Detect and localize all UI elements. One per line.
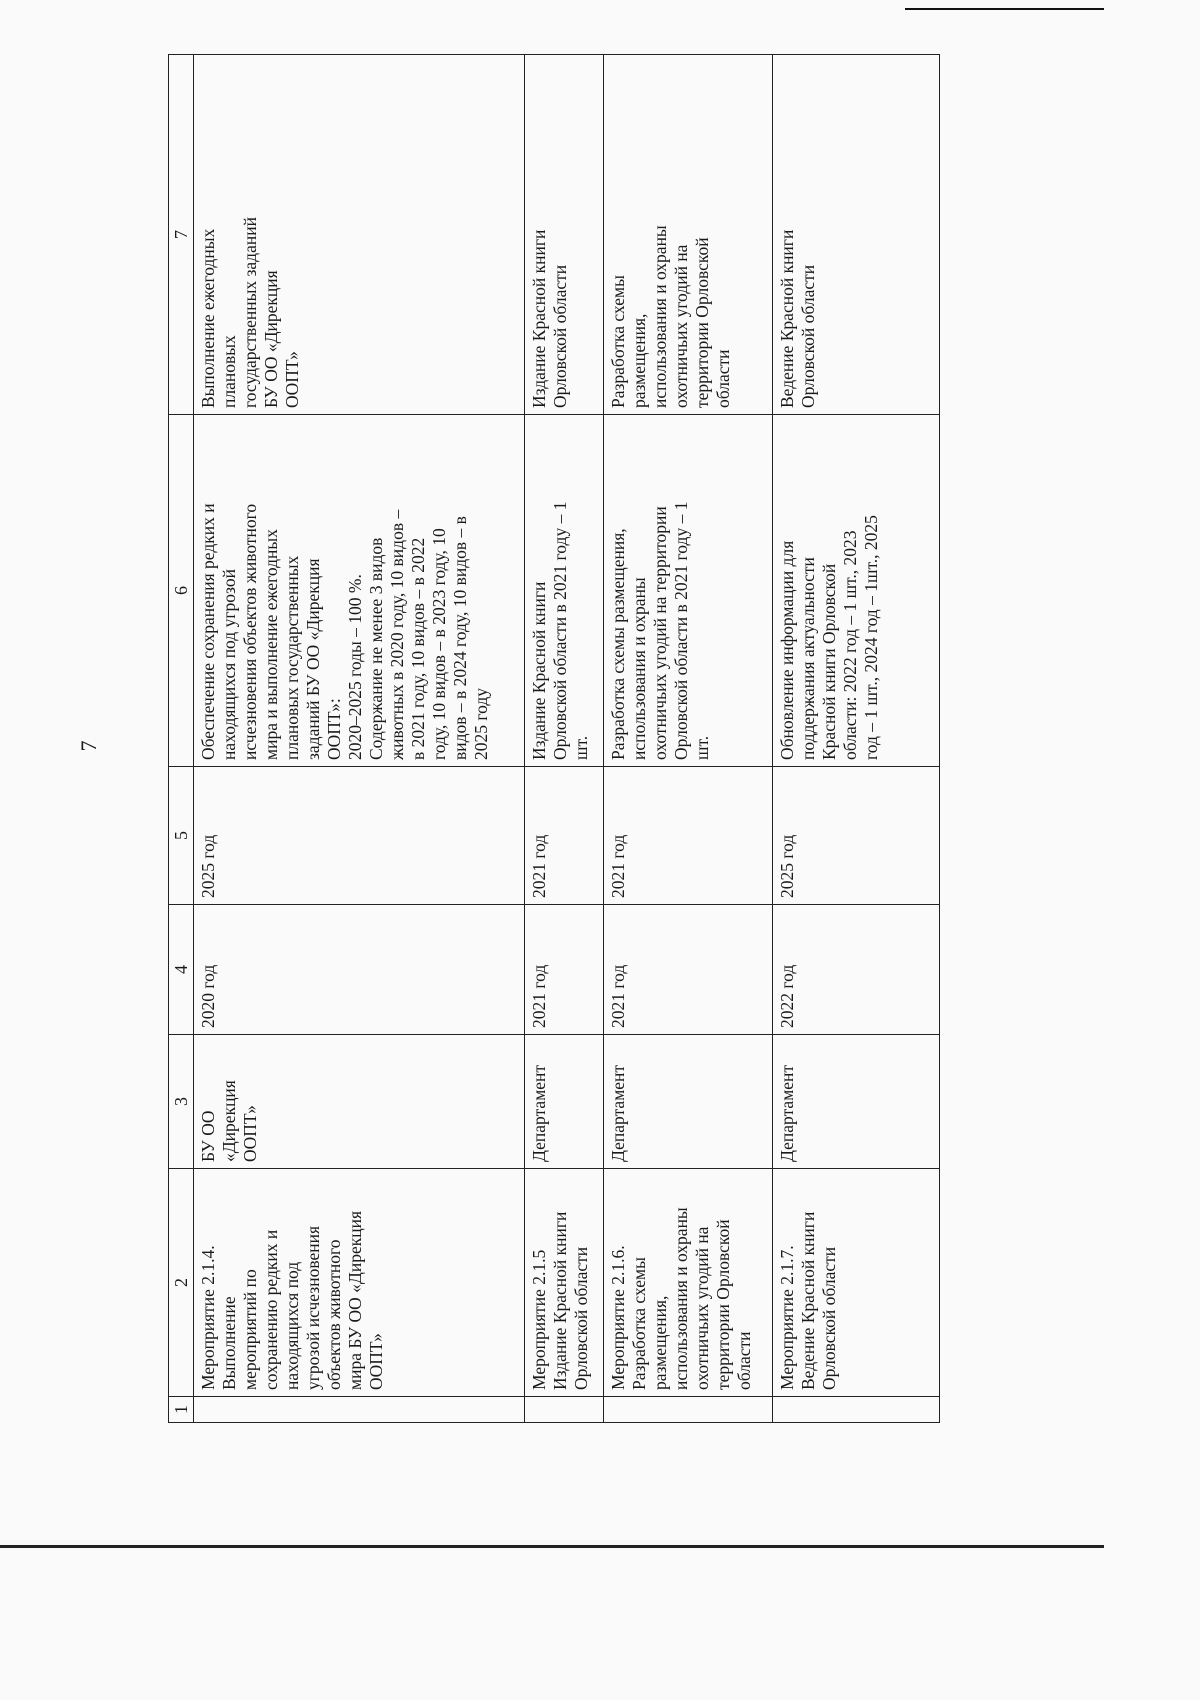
header-cell: 5 <box>169 767 194 905</box>
cell-text-line: Содержание не менее 3 видов <box>366 537 386 760</box>
cell-text-line: «Дирекция <box>219 1080 239 1162</box>
cell-text: 2020 год <box>198 964 218 1028</box>
table-cell-col7 <box>525 55 604 415</box>
cell-text: 2021 год <box>529 834 549 898</box>
table-cell-col7 <box>194 55 525 415</box>
cell-text: 2021 год <box>608 834 628 898</box>
cell-text-line: территории Орловской <box>713 1219 733 1390</box>
cell-text-line: размещения, <box>629 313 649 408</box>
table-cell-col6 <box>525 415 604 767</box>
cell-text-line: Издание Красной книги <box>529 229 549 408</box>
table-cell-col5 <box>525 767 604 905</box>
cell-text-line: Разработка схемы <box>608 275 628 408</box>
cell-text-line: области: 2022 год – 1 шт., 2023 <box>840 530 860 760</box>
cell-text-line: Ведение Красной книги <box>798 1211 818 1390</box>
cell-text-line: охотничьих угодий на <box>692 1226 712 1390</box>
cell-text-line: использования и охраны <box>671 1207 691 1390</box>
table-cell-col4 <box>525 905 604 1035</box>
cell-text: 2021 год <box>608 964 628 1028</box>
table-row <box>604 55 773 1423</box>
table-cell-col5 <box>604 767 773 905</box>
table-cell-col2 <box>773 1169 940 1397</box>
cell-text-line: находящихся под угрозой <box>219 569 239 760</box>
cell-text-line: мира БУ ОО «Дирекция <box>345 1210 365 1390</box>
table-cell-col4 <box>604 905 773 1035</box>
cell-text-line: поддержания актуальности <box>798 557 818 760</box>
page-number: 7 <box>76 740 101 752</box>
cell-text-line: Обновление информации для <box>777 540 797 760</box>
scan-edge-line-bottom <box>0 1545 1104 1548</box>
header-cell: 2 <box>169 1169 194 1397</box>
table-cell-col5 <box>194 767 525 905</box>
cell-text-line: Мероприятие 2.1.5 <box>529 1249 549 1390</box>
table-cell-col7 <box>773 55 940 415</box>
cell-text-line: Мероприятие 2.1.6. <box>608 1245 628 1390</box>
table-row <box>773 55 940 1423</box>
cell-text-line: Департамент <box>608 1064 628 1162</box>
cell-text-line: находящихся под <box>282 1261 302 1390</box>
cell-text-line: Ведение Красной книги <box>777 229 797 408</box>
cell-text-line: Департамент <box>777 1064 797 1162</box>
header-cell: 6 <box>169 415 194 767</box>
table-cell-col2 <box>194 1169 525 1397</box>
cell-text-line: исчезновения объектов животного <box>240 503 260 760</box>
header-cell: 4 <box>169 905 194 1035</box>
rotated-table-container <box>168 55 908 1423</box>
cell-text: 2022 год <box>777 964 797 1028</box>
table-cell-col2 <box>604 1169 773 1397</box>
cell-text-line: использования и охраны <box>629 577 649 760</box>
cell-text-line: сохранению редких и <box>261 1229 281 1390</box>
cell-text-line: БУ ОО <box>198 1110 218 1162</box>
cell-text-line: БУ ОО «Дирекция <box>261 270 281 408</box>
cell-text-line: Издание Красной книги <box>529 581 549 760</box>
cell-text-line: территории Орловской <box>692 237 712 408</box>
table-cell-col6 <box>604 415 773 767</box>
cell-text-line: мероприятий по <box>240 1269 260 1390</box>
header-cell: 7 <box>169 55 194 415</box>
table-cell-col7 <box>604 55 773 415</box>
cell-text-line: использования и охраны <box>650 225 670 408</box>
table-cell-col3 <box>194 1035 525 1169</box>
table-cell-col3 <box>604 1035 773 1169</box>
table-cell-col1 <box>194 1397 525 1423</box>
table-cell-col1 <box>604 1397 773 1423</box>
cell-text-line: Красной книги Орловской <box>819 563 839 760</box>
cell-text-line: Разработка схемы размещения, <box>608 528 628 760</box>
cell-text-line: Департамент <box>529 1064 549 1162</box>
cell-text-line: размещения, <box>650 1295 670 1390</box>
table-cell-col1 <box>525 1397 604 1423</box>
cell-text-line: 2025 году <box>471 687 491 760</box>
cell-text-line: плановых государственных <box>282 555 302 760</box>
cell-text-line: угрозой исчезновения <box>303 1225 323 1390</box>
cell-text-line: охотничьих угодий на <box>671 244 691 408</box>
header-cell: 1 <box>169 1397 194 1423</box>
cell-text-line: Орловской области в 2021 году – 1 <box>671 501 691 760</box>
cell-text-line: заданий БУ ОО «Дирекция <box>303 558 323 760</box>
cell-text-line: области <box>734 1331 754 1390</box>
table-cell-col2 <box>525 1169 604 1397</box>
cell-text-line: Разработка схемы <box>629 1257 649 1390</box>
cell-text-line: году, 10 видов – в 2023 году, 10 <box>429 528 449 760</box>
cell-text: 2021 год <box>529 964 549 1028</box>
cell-text-line: мира и выполнение ежегодных <box>261 529 281 760</box>
cell-text-line: Издание Красной книги <box>550 1211 570 1390</box>
table-cell-col4 <box>194 905 525 1035</box>
cell-text-line: животных в 2020 году, 10 видов – <box>387 509 407 760</box>
table-cell-col3 <box>525 1035 604 1169</box>
cell-text-line: Орловской области <box>798 264 818 408</box>
cell-text-line: год – 1 шт., 2024 год – 1шт., 2025 <box>861 515 881 760</box>
cell-text-line: ООПТ» <box>366 1333 386 1390</box>
table-row <box>194 55 525 1423</box>
table-cell-col1 <box>773 1397 940 1423</box>
cell-text-line: ООПТ» <box>282 351 302 408</box>
scan-edge-line-top <box>905 8 1104 10</box>
table-cell-col5 <box>773 767 940 905</box>
cell-text-line: Выполнение ежегодных <box>198 228 218 408</box>
cell-text-line: в 2021 году, 10 видов – в 2022 <box>408 537 428 760</box>
cell-text-line: Орловской области в 2021 году – 1 <box>550 501 570 760</box>
cell-text: 2025 год <box>198 834 218 898</box>
cell-text-line: шт. <box>571 735 591 760</box>
table-cell-col3 <box>773 1035 940 1169</box>
cell-text-line: Орловской области <box>571 1246 591 1390</box>
cell-text-line: области <box>713 349 733 408</box>
table-header-row <box>169 55 194 1423</box>
cell-text-line: охотничьих угодий на территории <box>650 506 670 760</box>
table-cell-col6 <box>773 415 940 767</box>
table-row <box>525 55 604 1423</box>
cell-text-line: ООПТ»: <box>324 698 344 760</box>
cell-text-line: Мероприятие 2.1.4. <box>198 1245 218 1390</box>
cell-text-line: Орловской области <box>550 264 570 408</box>
cell-text-line: плановых <box>219 335 239 408</box>
cell-text-line: Выполнение <box>219 1296 239 1390</box>
header-cell: 3 <box>169 1035 194 1169</box>
cell-text: 2025 год <box>777 834 797 898</box>
cell-text-line: ООПТ» <box>240 1105 260 1162</box>
cell-text-line: Орловской области <box>819 1246 839 1390</box>
cell-text-line: 2020–2025 годы – 100 %. <box>345 574 365 760</box>
measures-table <box>168 54 940 1423</box>
cell-text-line: шт. <box>692 735 712 760</box>
cell-text-line: Мероприятие 2.1.7. <box>777 1245 797 1390</box>
cell-text-line: объектов животного <box>324 1239 344 1390</box>
cell-text-line: видов – в 2024 году, 10 видов – в <box>450 516 470 760</box>
table-cell-col4 <box>773 905 940 1035</box>
cell-text-line: государственных заданий <box>240 217 260 408</box>
table-cell-col6 <box>194 415 525 767</box>
cell-text-line: Обеспечение сохранения редких и <box>198 503 218 760</box>
